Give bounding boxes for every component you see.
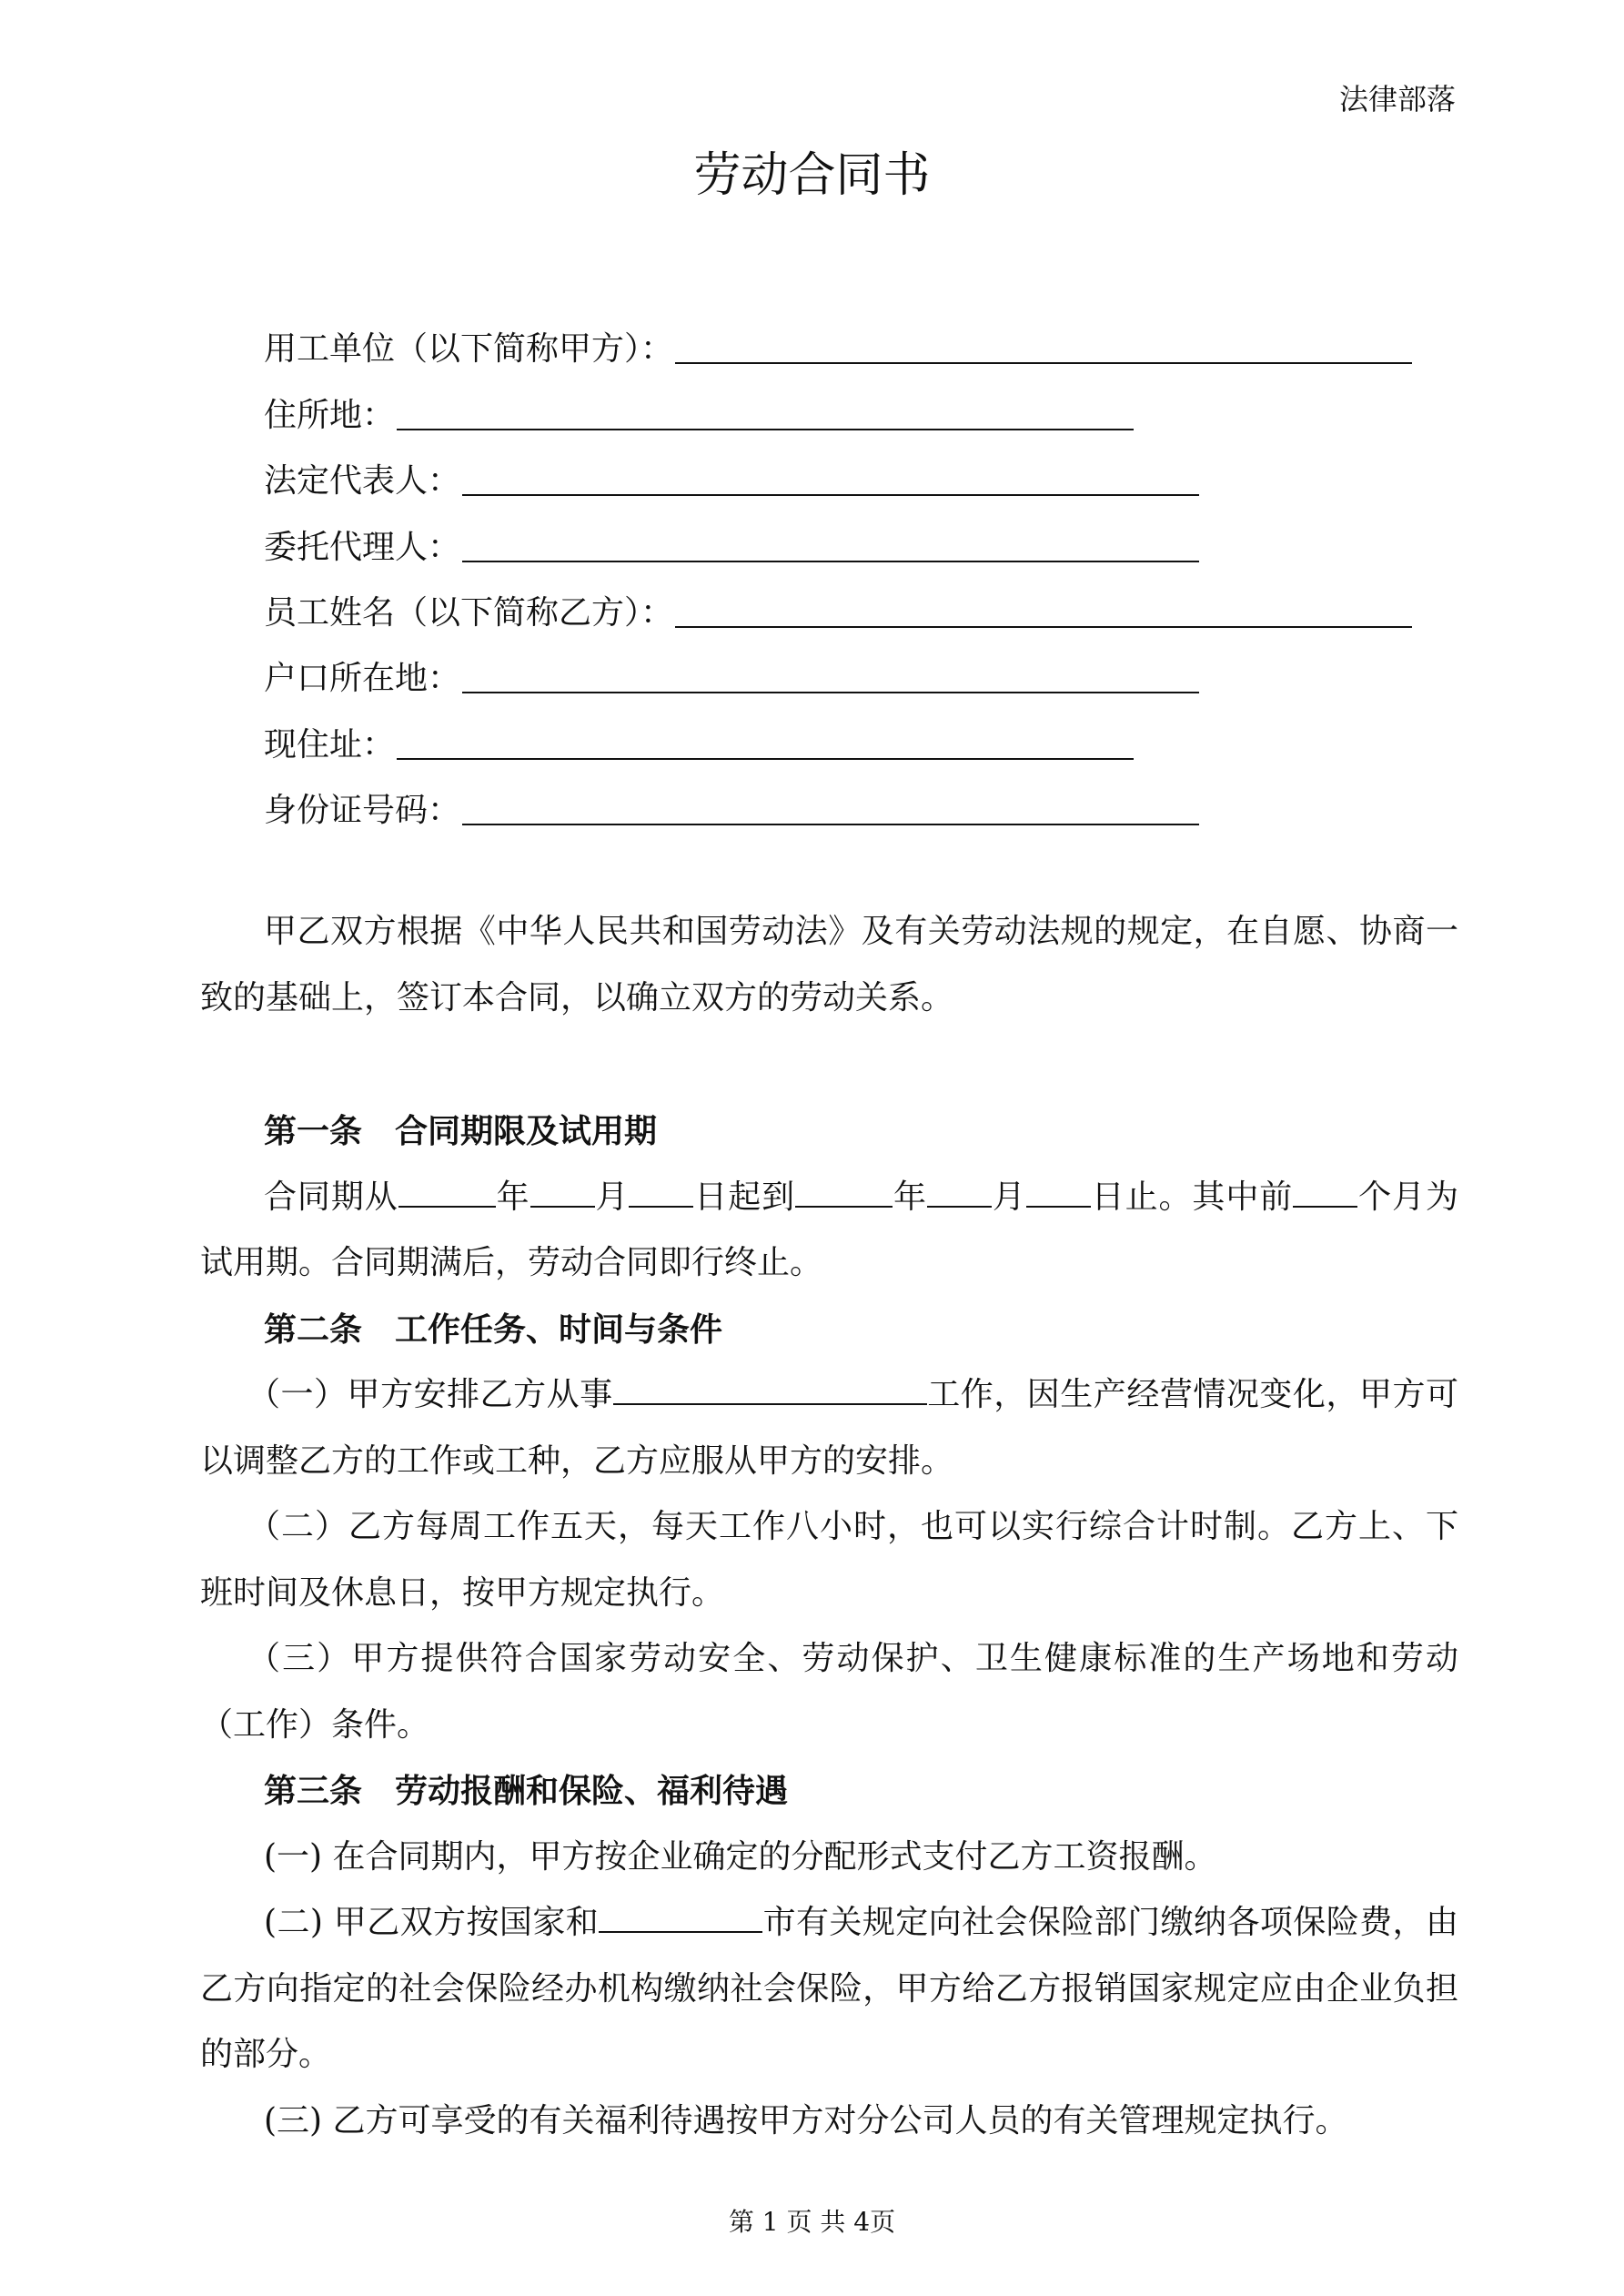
field-employer-address (264, 377, 1412, 442)
article-2-item-2: （二）乙方每周工作五天，每天工作八小时，也可以实行综合计时制。乙方上、下班时间及休息日，按甲方规定执行。 (200, 1508, 1458, 1612)
blank-start-day[interactable] (629, 1178, 693, 1208)
field-id-number (264, 773, 1412, 838)
article-2-item-1 (200, 1362, 1458, 1494)
text: 合同期从 (264, 1178, 398, 1216)
field-label: 户口所在地： (264, 660, 461, 698)
article-3-heading: 第三条 劳动报酬和保险、福利待遇 (264, 1772, 789, 1810)
blank-start-year[interactable] (398, 1178, 496, 1208)
fill-in-blank[interactable] (675, 355, 1412, 364)
text: 日起到 (693, 1178, 796, 1216)
field-label: 身份证号码： (264, 792, 461, 830)
article-1-paragraph (200, 1165, 1458, 1297)
text: 月 (991, 1178, 1026, 1216)
blank-start-month[interactable] (530, 1178, 595, 1208)
field-label: 住所地： (264, 396, 396, 434)
blank-end-year[interactable] (795, 1178, 893, 1208)
article-2-item-3: （三）甲方提供符合国家劳动安全、劳动保护、卫生健康标准的生产场地和劳动（工作）条件。 (200, 1640, 1458, 1744)
field-label: 委托代理人： (264, 528, 461, 566)
blank-city[interactable] (599, 1904, 762, 1933)
field-label: 员工姓名（以下简称乙方）： (264, 593, 674, 632)
article-2-heading: 第二条 工作任务、时间与条件 (264, 1310, 723, 1349)
party-info-fields (264, 311, 1412, 838)
fill-in-blank[interactable] (462, 553, 1199, 562)
field-employer (264, 311, 1412, 377)
article-3-item-1: (一) 在合同期内，甲方按企业确定的分配形式支付乙方工资报酬。 (264, 1837, 1217, 1876)
field-employee-name (264, 575, 1412, 641)
intro-section (200, 899, 1458, 1031)
field-current-address (264, 706, 1412, 772)
fill-in-blank[interactable] (462, 816, 1199, 825)
blank-job-position[interactable] (613, 1376, 927, 1405)
document-title: 劳动合同书 (693, 148, 931, 203)
text: 个月为试用期。合同期满后，劳动合同即行终止。 (200, 1178, 1458, 1281)
blank-probation-months[interactable] (1293, 1178, 1357, 1208)
text: 日止。其中前 (1090, 1178, 1294, 1216)
fill-in-blank[interactable] (675, 619, 1412, 628)
field-household-registration (264, 641, 1412, 706)
intro-paragraph: 甲乙双方根据《中华人民共和国劳动法》及有关劳动法规的规定，在自愿、协商一致的基础上，签订本合同，以确立双方的劳动关系。 (200, 913, 1458, 1017)
text: (二) 甲乙双方按国家和 (264, 1904, 600, 1941)
fill-in-blank[interactable] (462, 684, 1199, 693)
text: 月 (594, 1178, 630, 1216)
articles (200, 1098, 1458, 2154)
field-agent (264, 509, 1412, 574)
field-label: 用工单位（以下简称甲方）： (264, 330, 674, 369)
article-3-item-3: (三) 乙方可享受的有关福利待遇按甲方对分公司人员的有关管理规定执行。 (264, 2101, 1348, 2139)
article-3-item-2 (200, 1890, 1458, 2089)
text: 市有关规定向社会保险部门缴纳各项保险费，由乙方向指定的社会保险经办机构缴纳社会保险，甲方给乙方报销国家规定应由企业负担的部分。 (200, 1904, 1458, 2073)
blank-end-day[interactable] (1026, 1178, 1091, 1208)
fill-in-blank[interactable] (397, 421, 1134, 430)
page-number: 第 1 页 共 4页 (728, 2207, 896, 2237)
header-note: 法律部落 (1338, 82, 1456, 116)
field-legal-representative (264, 443, 1412, 509)
field-label: 现住址： (264, 725, 396, 764)
text: 年 (495, 1178, 530, 1216)
fill-in-blank[interactable] (397, 751, 1134, 760)
text: （一）甲方安排乙方从事 (247, 1376, 613, 1413)
fill-in-blank[interactable] (462, 487, 1199, 496)
blank-end-month[interactable] (927, 1178, 992, 1208)
text: 年 (893, 1178, 927, 1216)
article-1-heading: 第一条 合同期限及试用期 (264, 1112, 658, 1150)
text: 工作，因生产经营情况变化，甲方可以调整乙方的工作或工种，乙方应服从甲方的安排。 (200, 1376, 1458, 1480)
field-label: 法定代表人： (264, 462, 461, 501)
